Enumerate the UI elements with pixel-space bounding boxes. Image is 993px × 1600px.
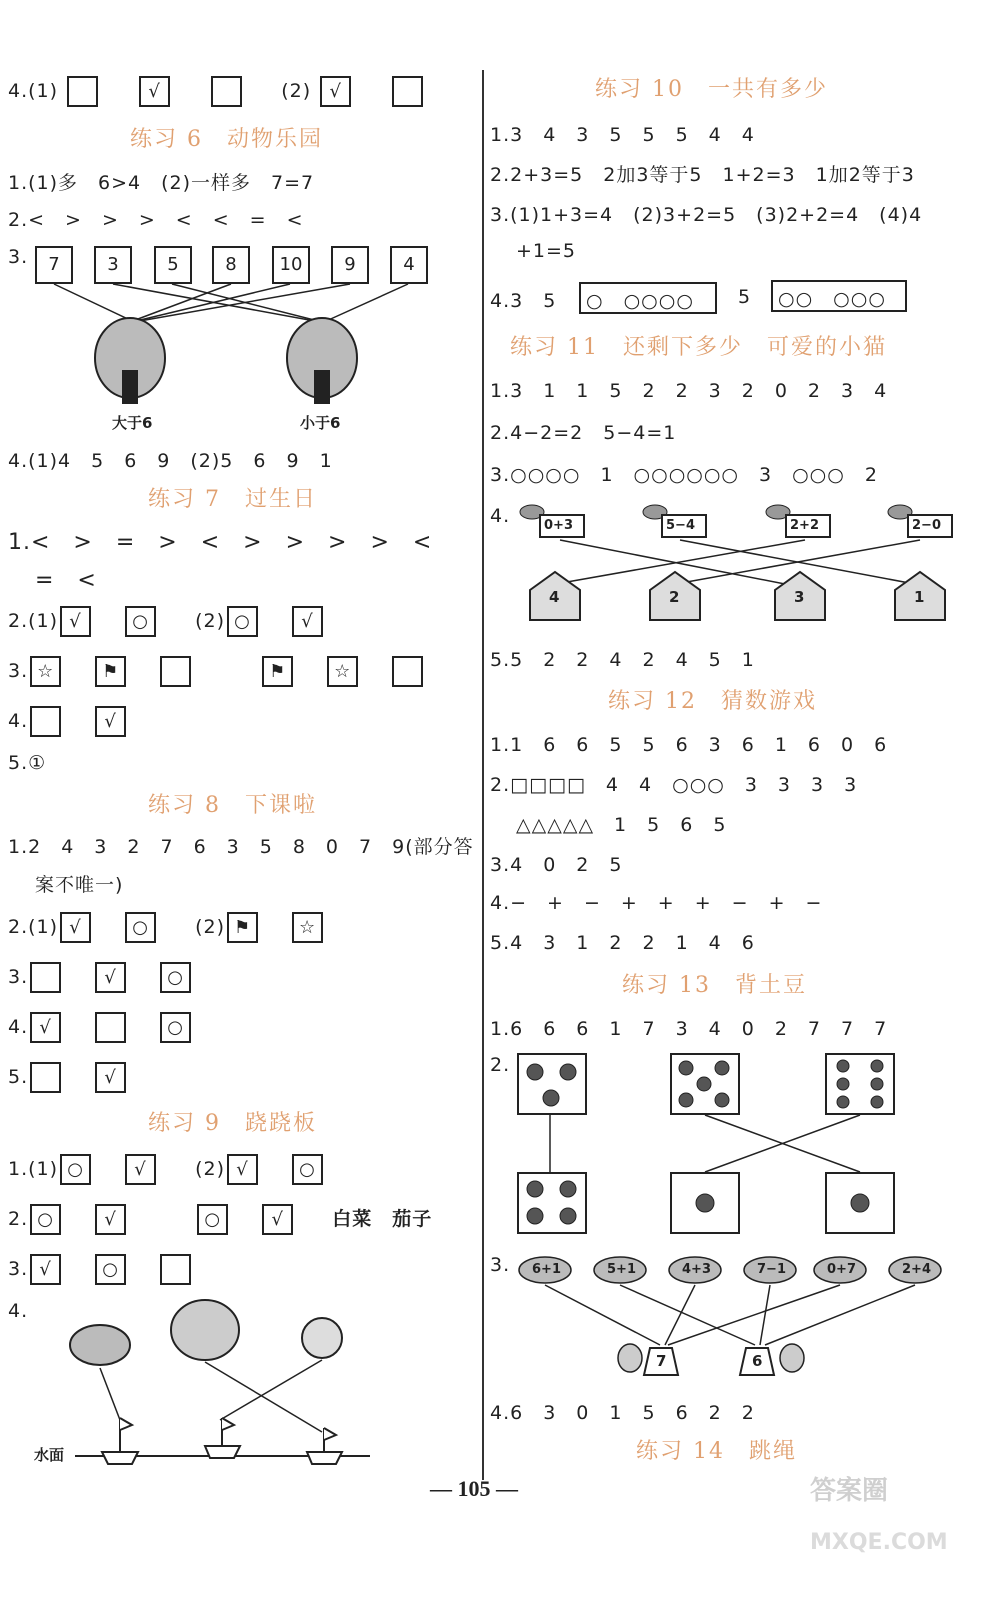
answer-line: 4.3 5 xyxy=(490,290,557,312)
bird-label: 2+2 xyxy=(790,518,819,533)
matching-lines xyxy=(550,540,920,585)
answer-line: 2.< > > > < < = < xyxy=(8,209,304,231)
answer-line: 5.5 2 2 4 2 4 5 1 xyxy=(490,649,755,671)
section-title-12: 练习 12 猜数游戏 xyxy=(608,689,817,714)
answer-line: 案不唯一) xyxy=(35,874,124,896)
house-label: 3 xyxy=(794,588,805,606)
answer-line: 5 xyxy=(738,286,752,308)
fish-label: 0+7 xyxy=(827,1262,856,1277)
answer-box: √ xyxy=(139,76,170,107)
answer-box: √ xyxy=(320,76,351,107)
fish-label: 5+1 xyxy=(607,1262,636,1277)
circle-group: ○○ ○○○ xyxy=(778,288,886,310)
answer-line: 1.3 4 3 5 5 5 4 4 xyxy=(490,124,755,146)
answer-line: △△△△△ 1 5 6 5 xyxy=(516,814,727,836)
answer-row: 2.(1) √ ○ (2) ⚑ ☆ xyxy=(8,912,325,943)
circle-group: ○ ○○○○ xyxy=(586,290,694,312)
section-title-14: 练习 14 跳绳 xyxy=(636,1439,797,1464)
elephant-icon xyxy=(171,1300,239,1360)
answer-line: 3. xyxy=(490,1254,511,1276)
answer-row: 2. ○ √ ○ √ 白菜 茄子 xyxy=(8,1204,432,1235)
boat-icon xyxy=(102,1418,138,1464)
answer-line: 4.6 3 0 1 5 6 2 2 xyxy=(490,1402,755,1424)
answer-row: 4. √ xyxy=(8,706,128,737)
animal-lines xyxy=(100,1360,322,1432)
section-title-8: 练习 8 下课啦 xyxy=(148,793,317,818)
watermark-url: MXQE.COM xyxy=(810,1530,948,1555)
fish-label: 2+4 xyxy=(902,1262,931,1277)
fish-label: 7−1 xyxy=(757,1262,786,1277)
answer-line: 4.(1)4 5 6 9 (2)5 6 9 1 xyxy=(8,450,333,472)
answer-line: 4.− + − + + + − + − xyxy=(490,892,823,914)
section-title-11: 练习 11 还剩下多少 可爱的小猫 xyxy=(510,335,887,360)
house-label: 1 xyxy=(914,588,925,606)
boat-icon xyxy=(307,1428,342,1464)
answer-line: 1.2 4 3 2 7 6 3 5 8 0 7 9(部分答 xyxy=(8,836,474,858)
answer-line: 4. xyxy=(490,505,511,527)
left-q4-row: 4.(1) √ (2) √ xyxy=(8,76,425,107)
fish-label: 4+3 xyxy=(682,1262,711,1277)
section-title-7: 练习 7 过生日 xyxy=(148,487,317,512)
matching-lines xyxy=(54,284,408,322)
answer-line: 1.< > = > < > > > > < xyxy=(8,530,433,555)
answer-line: 2. xyxy=(490,1054,511,1076)
answer-row: 3. ☆ ⚑ ⚑ ☆ xyxy=(8,656,425,687)
number-box: 4 xyxy=(390,246,428,284)
house-label: 4 xyxy=(549,588,560,606)
matching-lines xyxy=(550,1115,860,1172)
bird-label: 5−4 xyxy=(666,518,695,533)
answer-line: 5.① xyxy=(8,752,47,774)
answer-line: 2.2+3=5 2加3等于5 1+2=3 1加2等于3 xyxy=(490,164,915,186)
pig-icon xyxy=(70,1325,130,1365)
answer-row: 3. √ ○ xyxy=(8,1254,193,1285)
answer-line: 3. xyxy=(8,246,29,268)
answer-row: 3. √ ○ xyxy=(8,962,193,993)
tree-label: 小于6 xyxy=(300,414,341,432)
answer-line: = < xyxy=(35,568,97,593)
section-title-10: 练习 10 一共有多少 xyxy=(595,77,828,102)
answer-line: 2.4−2=2 5−4=1 xyxy=(490,422,677,444)
answer-line: 1.(1)多 6>4 (2)一样多 7=7 xyxy=(8,172,315,194)
watermark: 答案圈 xyxy=(810,1476,889,1506)
answer-line: 2.□□□□ 4 4 ○○○ 3 3 3 3 xyxy=(490,774,858,796)
number-box: 5 xyxy=(154,246,192,284)
answer-line: 3.○○○○ 1 ○○○○○○ 3 ○○○ 2 xyxy=(490,464,878,486)
fish-icon xyxy=(519,1257,941,1283)
answer-line: 4. xyxy=(8,1300,29,1322)
answer-line: 1.1 6 6 5 5 6 3 6 1 6 0 6 xyxy=(490,734,888,756)
answer-line: 5.4 3 1 2 2 1 4 6 xyxy=(490,932,755,954)
boat-icon xyxy=(205,1418,240,1458)
section-title-13: 练习 13 背土豆 xyxy=(622,973,807,998)
number-box: 10 xyxy=(272,246,310,284)
answer-row: 5. √ xyxy=(8,1062,128,1093)
tree-icon xyxy=(95,318,165,404)
house-label: 2 xyxy=(669,588,680,606)
bird-label: 0+3 xyxy=(544,518,573,533)
answer-line: +1=5 xyxy=(516,240,577,262)
bird-label: 2−0 xyxy=(912,518,941,533)
answer-line: 3.(1)1+3=4 (2)3+2=5 (3)2+2=4 (4)4 xyxy=(490,204,923,226)
answer-row: 1.(1) ○ √ (2) √ ○ xyxy=(8,1154,325,1185)
section-title-6: 练习 6 动物乐园 xyxy=(130,127,323,152)
section-title-9: 练习 9 跷跷板 xyxy=(148,1111,317,1136)
tree-icon xyxy=(287,318,357,404)
dog-icon xyxy=(302,1318,342,1358)
page-number: — 105 — xyxy=(430,1476,518,1501)
number-box: 3 xyxy=(94,246,132,284)
vase-label: 6 xyxy=(752,1352,763,1370)
tree-label: 大于6 xyxy=(112,414,153,432)
number-box: 8 xyxy=(212,246,250,284)
answer-row: 4. √ ○ xyxy=(8,1012,193,1043)
answer-line: 1.6 6 6 1 7 3 4 0 2 7 7 7 xyxy=(490,1018,888,1040)
number-box: 7 xyxy=(35,246,73,284)
bird-sign xyxy=(540,515,952,537)
number-box: 9 xyxy=(331,246,369,284)
answer-line: 1.3 1 1 5 2 2 3 2 0 2 3 4 xyxy=(490,380,888,402)
matching-lines xyxy=(545,1285,915,1345)
water-label: 水面 xyxy=(34,1446,65,1464)
house-icon xyxy=(530,572,945,620)
answer-row: 2.(1) √ ○ (2) ○ √ xyxy=(8,606,325,637)
vase-label: 7 xyxy=(656,1352,667,1370)
answer-line: 3.4 0 2 5 xyxy=(490,854,623,876)
fish-label: 6+1 xyxy=(532,1262,561,1277)
